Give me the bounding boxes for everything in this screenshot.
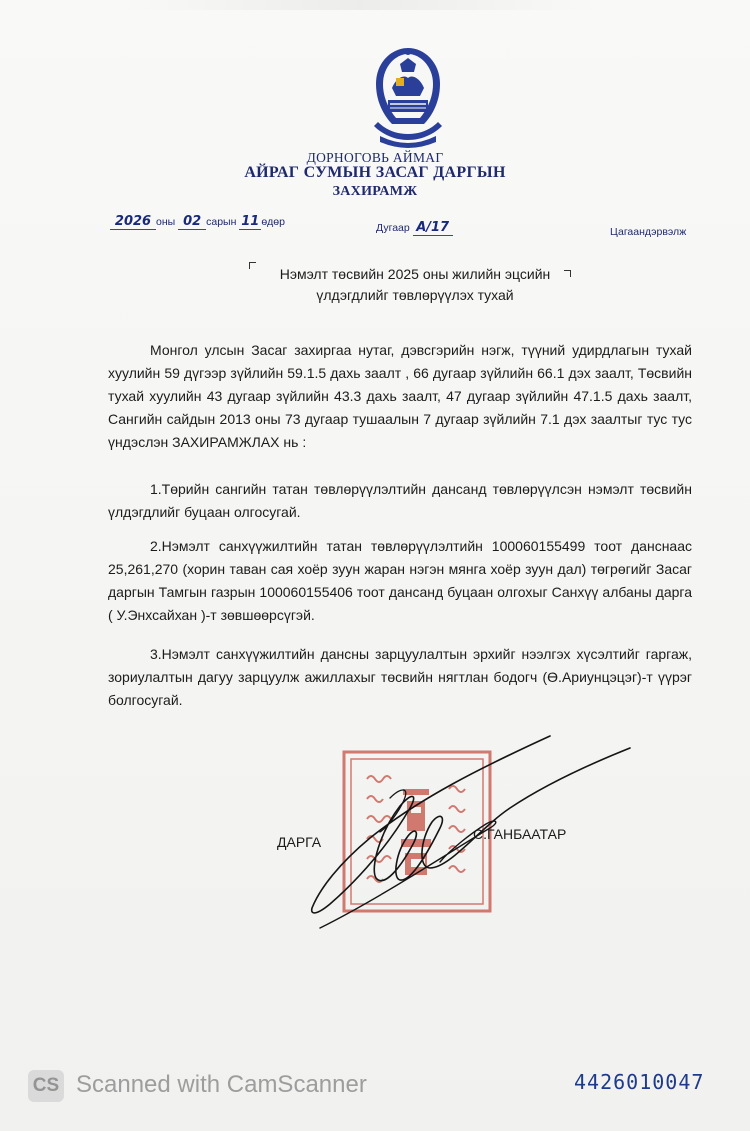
order-item-3: 3.Нэмэлт санхүүжилтийн дансны зарцуулалтын эрхийг нээлгэх хүсэлтийг гаргаж, зориулалтын дагуу зарцуулж ажиллахыг төсвийн нягтлан бодогч (Ө.Ариунцэцэг)-т үүрэг болгосугай. [108,646,692,708]
date-year-suffix: оны [156,216,176,228]
date-day: 11 [241,214,260,229]
document-number [376,220,453,236]
serial-number: 4426010047 [574,1070,705,1094]
number-value: А/17 [416,220,450,235]
camscanner-watermark: Scanned with CamScanner [76,1071,367,1098]
subject-title [255,264,575,306]
handwritten-signature [300,728,670,938]
date-month: 02 [183,214,202,229]
issue-place: Цагаандэрвэлж [610,226,687,238]
date-day-suffix: өдөр [261,216,285,228]
order-item-2: 2.Нэмэлт санхүүжилтийн татан төвлөрүүлэлтийн 100060155499 тоот данснаас 25,261,270 (хорин таван сая хоёр зуун жаран нэгэн мянга хоёр зуун дал) төгрөгийг Засаг даргын Тамгын газрын 100060155406 тоот дансанд буцаан олгохыг Санхүү албаны дарга ( У.Энхсайхан )-т зөвшөөрсүгэй. [108,538,692,623]
office-name: АЙРАГ СУМЫН ЗАСАГ ДАРГЫН [244,164,506,181]
signatory-name: С.ГАНБААТАР [473,826,567,842]
subject-line-1: Нэмэлт төсвийн 2025 оны жилийн эцсийн [279,266,551,282]
document-type: ЗАХИРАМЖ [332,184,418,199]
signatory-title: ДАРГА [277,834,322,850]
subject-line-2: үлдэгдлийг төвлөрүүлэх тухай [316,287,514,303]
state-emblem-icon [366,44,450,152]
scan-edge-shadow [120,0,600,10]
date-year: 2026 [114,214,152,229]
camscanner-logo: CS [28,1070,64,1102]
aimag-name: ДОРНОГОВЬ АЙМАГ [306,150,444,165]
date-line [110,214,285,230]
number-label: Дугаар [376,222,410,234]
preamble-paragraph: Монгол улсын Засаг захиргаа нутаг, дэвсгэрийн нэгж, түүний удирдлагын тухай хуулийн 59 дүгээр зүйлийн 59.1.5 дахь заалт , 66 дугаар зүйлийн 66.1 дэх заалт, Төсвийн тухай хуулийн 43 дугаар зүйлийн 43.3 дахь заалт, 47 дугаар зүйлийн 47.1.5 дахь заалт, Сангийн сайдын 2013 оны 73 дугаар тушаалын 7 дугаар зүйлийн 7.1 дэх заалтыг тус тус үндэслэн ЗАХИРАМЖЛАХ нь : [108,342,692,450]
order-item-1: 1.Төрийн сангийн татан төвлөрүүлэлтийн дансанд төвлөрүүлсэн нэмэлт төсвийн үлдэгдлийг буцаан олгосугай. [108,481,692,520]
date-month-suffix: сарын [206,216,237,228]
